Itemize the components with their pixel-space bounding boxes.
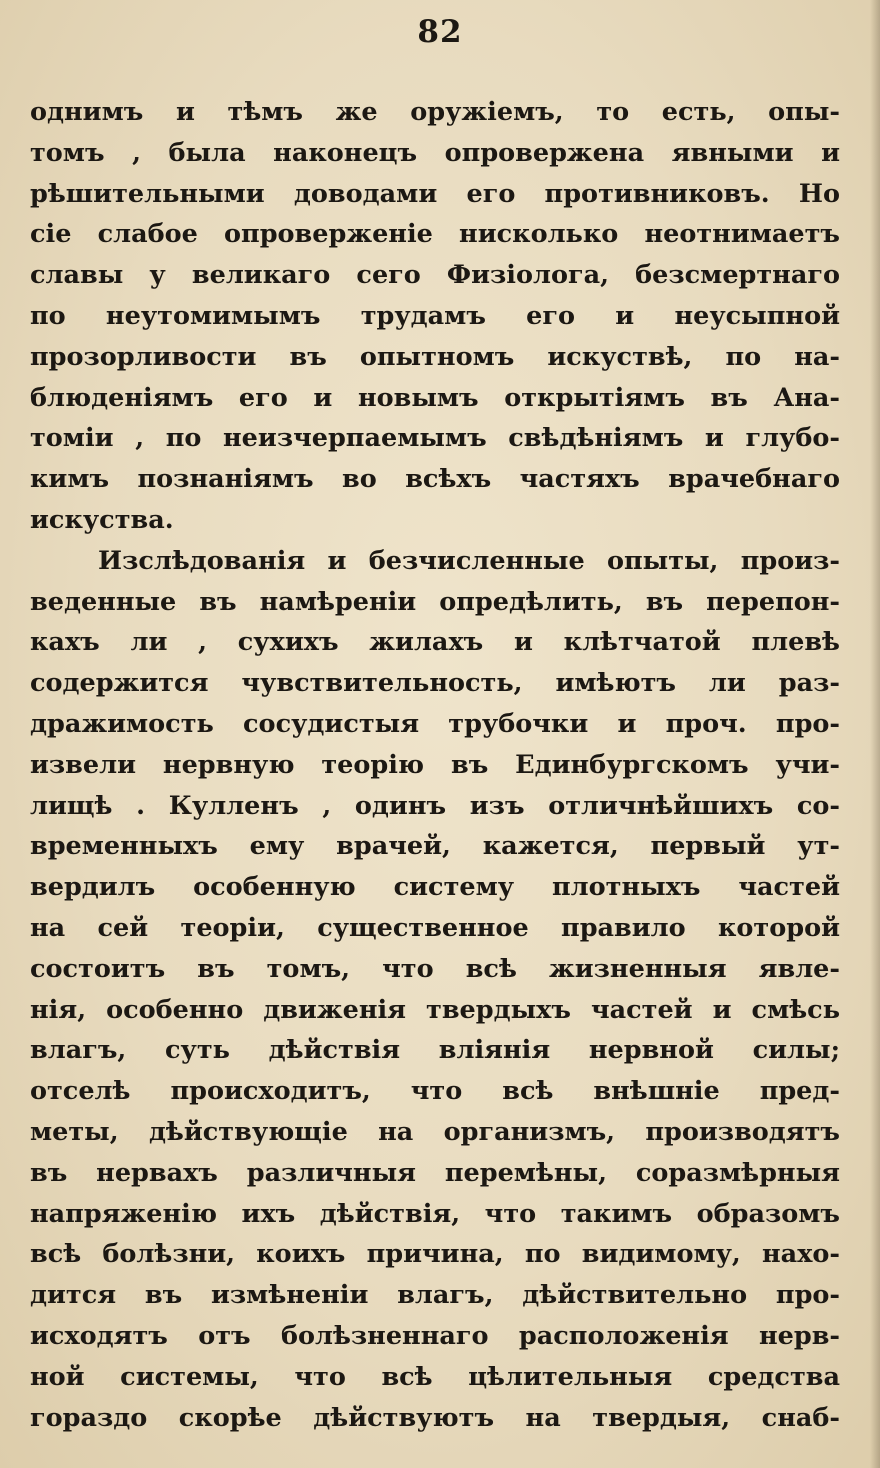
text-line: лищѣ . Кулленъ , одинъ изъ отличнѣйшихъ со-	[30, 790, 840, 821]
text-line: на сей теоріи, существенное правило которой	[30, 912, 840, 943]
text-line: напряженію ихъ дѣйствія, что такимъ образомъ	[30, 1198, 840, 1229]
text-line: томіи , по неизчерпаемымъ свѣдѣніямъ и глубо-	[30, 423, 840, 454]
text-line: влагъ, суть дѣйствія вліянія нервной силы;	[30, 1035, 840, 1066]
text-line: томъ , была наконецъ опровержена явными и	[30, 137, 840, 168]
text-line: однимъ и тѣмъ же оружіемъ, то есть, опы-	[30, 97, 840, 127]
page-edge-shadow	[870, 0, 880, 1468]
text-line: славы у великаго сего Физіолога, безсмертнаго	[30, 260, 840, 291]
text-line: содержится чувствительность, имѣютъ ли раз-	[30, 668, 840, 699]
text-line: исходятъ отъ болѣзненнаго расположенія нерв-	[30, 1320, 840, 1351]
text-line: блюденіямъ его и новымъ открытіямъ въ Ана-	[30, 382, 840, 413]
text-line: кахъ ли , сухихъ жилахъ и клѣтчатой плевѣ	[30, 627, 840, 658]
page-number: 82	[417, 14, 463, 50]
text-line: по неутомимымъ трудамъ его и неусыпной	[30, 300, 840, 331]
text-line: искуства.	[30, 504, 174, 535]
text-line: ной системы, что всѣ цѣлительныя средства	[30, 1361, 840, 1392]
text-line: сіе слабое опроверженіе нисколько неотнимаетъ	[30, 219, 840, 250]
text-line: дится въ измѣненіи влагъ, дѣйствительно про-	[30, 1280, 840, 1311]
text-line: отселѣ происходитъ, что всѣ внѣшніе пред-	[30, 1076, 840, 1107]
text-line: рѣшительными доводами его противниковъ. Но	[30, 178, 840, 209]
text-line: въ нервахъ различныя перемѣны, соразмѣрныя	[30, 1157, 840, 1188]
body-text	[30, 92, 840, 1438]
text-line: меты, дѣйствующіе на организмъ, производятъ	[30, 1116, 840, 1147]
text-line: всѣ болѣзни, коихъ причина, по видимому, нахо-	[30, 1239, 840, 1270]
text-line: веденные въ намѣреніи опредѣлить, въ перепон-	[30, 586, 840, 617]
text-line: гораздо скорѣе дѣйствуютъ на твердыя, снаб-	[30, 1402, 840, 1433]
text-line: Изслѣдованія и безчисленные опыты, произ-	[98, 545, 840, 576]
text-line: состоитъ въ томъ, что всѣ жизненныя явле-	[30, 953, 840, 984]
text-line: временныхъ ему врачей, кажется, первый ут-	[30, 831, 840, 862]
paragraph-1	[30, 92, 840, 541]
text-line: вердилъ особенную систему плотныхъ частей	[30, 872, 840, 903]
text-line: дражимость сосудистыя трубочки и проч. про-	[30, 708, 840, 739]
paragraph-2	[30, 541, 840, 1439]
text-line: прозорливости въ опытномъ искуствѣ, по на-	[30, 341, 840, 372]
text-line: извели нервную теорію въ Единбургскомъ учи-	[30, 749, 840, 780]
text-line: кимъ познаніямъ во всѣхъ частяхъ врачебнаго	[30, 464, 840, 495]
text-line: нія, особенно движенія твердыхъ частей и смѣсь	[30, 994, 840, 1025]
